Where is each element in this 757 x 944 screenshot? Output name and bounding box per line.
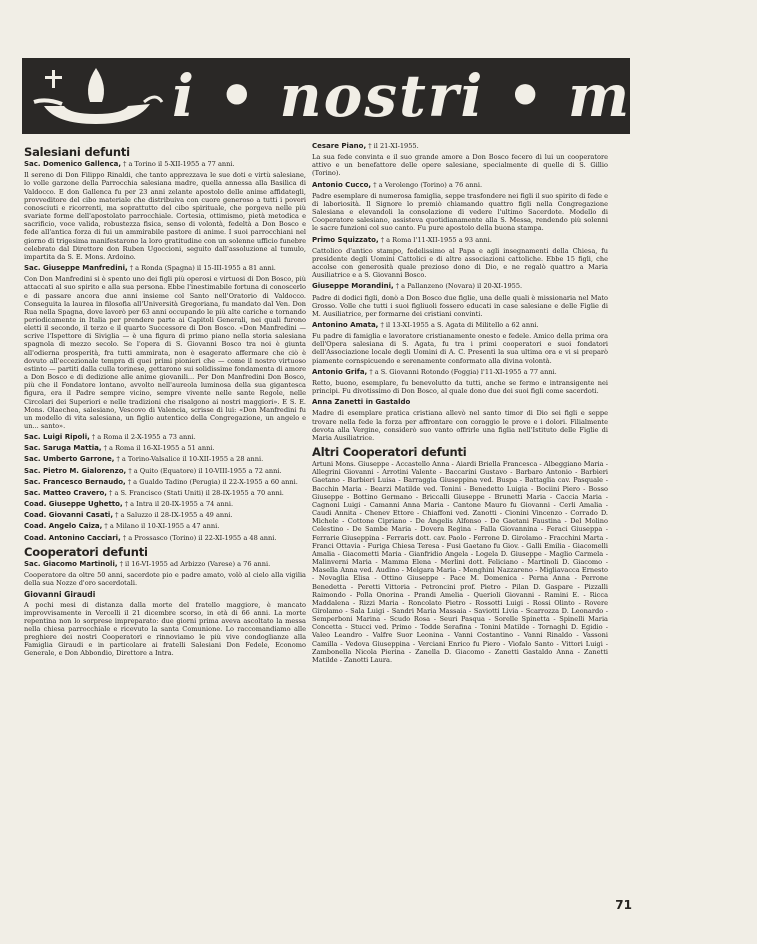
obituary-meta: † a S. Giovanni Rotondo (Foggia) l'11-XI-1955 a 77 anni. — [369, 367, 557, 376]
list-item — [24, 489, 306, 497]
obituary-body: Con Don Manfredini si è spento uno dei figli più operosi e virtuosi di Don Bosco, più attaccati al suo spirito e alla sua persona. Ebbe l'inestimabile fortuna di conoscerlo e di passare ancora due anni insieme col Santo nell'Oratorio di Valdocco. Conseguita la laurea in filosofia all'Università Gregoriana, fu mandato dal Ven. Don Rua nella Spagna, dove lavorò per 63 anni occupando le più alte cariche e tornando periodicamente in Italia per prendere parte ai Capitoli Generali, nei quali furono eletti il secondo, il terzo e il quarto Successore di Don Bosco. «Don Manfredini — scrive l'Ispettore di Siviglia — è una figura di primo piano nella storia salesiana spagnola di mezzo secolo. Se l'opera di S. Giovanni Bosco tra noi è giunta all'odierna prosperità, fra tutti ammirata, non è esagerato affermare che ciò è dovuto all'eccezionale tempra di quei primi pionieri che — come il nostro virtuoso estinto — partiti dalla culla torinese, gettarono sui solidissime fondamenta di amore a Don Bosco e di dedizione alle anime giovanili... Per Don Manfredini Don Bosco, più che il Fondatore lontano, avvolto nell'aureola luminosa della sua gigantesca figura, era il Padre sempre vicino, sempre vivente nelle sante Regole, nelle Circolari dei Superiori e nelle tradizioni che risalgono ai nostri maggiori». E S. E. Mons. Olaechea, salesiano, Vescovo di Valencia, scrisse di lui: «Don Manfredini fu un modello di vita salesiana, un figlio autentico della Congregazione, un angelo e un... santo». — [24, 275, 306, 430]
obituary-body: Padre esemplare di numerosa famiglia, seppe trasfondere nei figli il suo spirito di fede e di laboriosità. Il Signore lo premiò chiamando quattro figli nella Congregazione Salesiana e elevandoli la consolazione di vedere l'ultimo Sacerdote. Modello di Cooperatore salesiano, assisteva quotidianamente alla S. Messa, rendendo più solenni le sacre funzioni col suo canto. Fu pure apostolo della buona stampa. — [312, 191, 608, 233]
obituary-meta: † a Torino-Valsalice il 10-XII-1955 a 28 anni. — [116, 455, 264, 464]
obituary-name: Sac. Francesco Bernaudo, — [24, 477, 126, 486]
obituary-meta: † a Prossasco (Torino) il 22-XI-1955 a 48 anni. — [122, 533, 277, 542]
oil-lamp-icon — [26, 62, 166, 130]
obituary-body: Padre di dodici figli, donò a Don Bosco due figlie, una delle quali è missionaria nel Mato Grosso. Volle che tutti i suoi figliuoli fossero educati in case salesiane e delle Figlie di M. Ausiliatrice, per formarne dei cristiani convinti. — [312, 293, 608, 318]
list-item — [312, 321, 608, 329]
obituary-meta: † a Pallanzeno (Novara) il 20-XI-1955. — [395, 282, 523, 291]
list-item — [312, 236, 608, 244]
obituary-name: Coad. Angelo Caiza, — [24, 522, 103, 531]
obituary-body: A pochi mesi di distanza dalla morte del fratello maggiore, è mancato improvvisamente in Vercelli il 21 dicembre scorso, in età di 66 anni. La morte repentina non lo sorprese impreparato: due giorni prima aveva ascoltato la messa nella chiesa parrocchiale e ricevuto la santa Comunione. Lo raccomandiamo alle preghiere dei nostri Cooperatori e rinnoviamo le più vive condoglianze alla Famiglia Giraudi e in particolare ai fratelli Salesiani Don Fedele, Economo Generale, e Don Abbondio, Direttore a Intra. — [24, 600, 306, 658]
obituary-name: Sac. Saruga Mattia, — [24, 444, 102, 453]
obituary-name: Coad. Giovanni Casati, — [24, 511, 113, 520]
obituary-martinoli — [24, 560, 306, 568]
obituary-body: Fu padre di famiglia e lavoratore cristianamente onesto e fedele. Amico della prima ora dell'Opera salesiana di S. Agata, fu tra i primi cooperatori e suoi fondatori dell'Associazione locale degli Uomini di A. C. Presentì la sua ultima ora e vi si preparò piamente cornspicuendo e serenamente conformato alla divina volontà. — [312, 332, 608, 365]
obituary-name: Sac. Pietro M. Gialorenzo, — [24, 466, 127, 475]
obituary-name: Sac. Domenico Gallenca, — [24, 160, 121, 169]
obituary-meta: † a Roma l'11-XII-1955 a 93 anni. — [380, 235, 492, 244]
cooperatori-heading: Cooperatori defunti — [24, 544, 148, 559]
obituary-name: Antonino Amata, — [312, 320, 379, 329]
obituary-meta: † a Intra il 20-IX-1955 a 74 anni. — [124, 500, 234, 509]
obituary-meta: † a Milano il 10-XI-1955 a 47 anni. — [104, 522, 220, 531]
obituary-meta: † il 16-VI-1955 ad Arbizzo (Varese) a 76 anni. — [119, 559, 271, 568]
obituary-body: Il sereno di Don Filippo Rinaldi, che tanto apprezzava le sue doti e virtù salesiane, lo volle garzone della Parrocchia salesiana madre, quella annessa alla Basilica di Valdocco. E don Gallenca fu per 23 anni zelante apostolo delle anime affidategli, provveditore del cibo materiale che distribuiva con cuore generoso a tutti i poveri conosciuti e ricorrenti, ma soprattutto del cibo spirituale, che porgeva nelle più svariate forme dell'apostolato parrocchiale. Cortesia, ottimismo, pietà metodica e sacrificio, voce valida, robustezza fisica, senso di volontà, fedeltà a Don Bosco e fede all'antica forza di fui un ammirabile pastore di anime. I suoi parrocchiani nel giorno di trigesima manifestarono la loro gratitudine con un solenne ufficio funebre celebrato dal Direttore don Ruben Ugoccioni, seguito dall'assoluzione al tumulo, impartita da S. E. Mons. Ardoino. — [24, 171, 306, 261]
obituary-name: Anna Zanetti in Gastaldo — [312, 398, 411, 407]
header-banner — [22, 58, 757, 134]
banner-title: i • nostri • morti — [172, 62, 757, 130]
list-item — [24, 467, 306, 475]
obituary-name: Coad. Giuseppe Ughetto, — [24, 500, 123, 509]
obituary-name: Giuseppe Morandini, — [312, 282, 394, 291]
obituary-name: Sac. Matteo Cravero, — [24, 488, 107, 497]
obituary-name: Sac. Umberto Garrone, — [24, 455, 115, 464]
list-item — [312, 181, 608, 189]
right-column — [312, 142, 608, 922]
altri-cooperatori-heading: Altri Cooperatori defunti — [312, 445, 467, 459]
obituary-manfredini — [24, 264, 306, 272]
obituary-meta: † a Gualdo Tadino (Perugia) il 22-X-1955 a 60 anni. — [127, 477, 298, 486]
obituary-name: Antonio Cucco, — [312, 180, 372, 189]
obituary-name: Sac. Giacomo Martinoli, — [24, 559, 118, 568]
obituary-name: Sac. Luigi Ripoli, — [24, 433, 90, 442]
obituary-name: Primo Squizzato, — [312, 235, 379, 244]
salesiani-heading: Salesiani defunti — [24, 145, 130, 159]
obituary-meta: † a Saluzzo il 28-IX-1955 a 49 anni. — [115, 511, 233, 520]
obituary-meta: † a Roma il 2-X-1955 a 73 anni. — [91, 433, 196, 442]
list-item — [24, 433, 306, 441]
list-item — [24, 511, 306, 519]
obituary-name: Giovanni Giraudi — [24, 590, 96, 600]
obituary-name: Coad. Antonino Cacciari, — [24, 533, 121, 542]
obituary-meta: † il 13-XI-1955 a S. Agata di Militello a 62 anni. — [380, 320, 539, 329]
obituary-meta: † a Ronda (Spagna) il 15-III-1955 a 81 anni. — [129, 264, 276, 273]
list-item — [312, 398, 608, 406]
list-item — [24, 500, 306, 508]
obituary-meta: † il 21-XI-1955. — [368, 142, 419, 150]
obituary-body: Retto, buono, esemplare, fu benevolutto da tutti, anche se fermo e intransigente nei principi. Fu divotissimo di Don Bosco, al quale dono due dei suoi figli come sacerdoti. — [312, 378, 608, 396]
obituary-body: Cooperatore da oltre 50 anni, sacerdote pio e padre amato, volò al cielo alla vigilia della sua Nozze d'oro sacerdotali. — [24, 571, 306, 588]
list-item — [24, 534, 306, 542]
left-column — [24, 142, 306, 922]
obituary-meta: † a Torino il 5-XII-1955 a 77 anni. — [123, 160, 235, 169]
list-item — [312, 368, 608, 376]
obituary-meta: † a Roma il 16-XI-1955 a 51 anni. — [103, 444, 215, 453]
obituary-gallenca — [24, 160, 306, 168]
obituary-name: Sac. Giuseppe Manfredini, — [24, 264, 128, 273]
obituary-body: La sua fede convinta e il suo grande amore a Don Bosco fecero di lui un cooperatore attivo e un benefattore delle opere salesiane, specialmente di quelle di S. Gillio (Torino). — [312, 153, 608, 178]
obituary-meta: † a S. Francisco (Stati Uniti) il 28-IX-1955 a 70 anni. — [109, 488, 284, 497]
obituary-body: Cattolico d'antico stampo, fedelissimo al Papa e agli insegnamenti della Chiesa, fu presidente degli Uomini Cattolici e di altre associazioni cattoliche. Ebbe 15 figli, che accolse con generosità quale prezioso dono di Dio, e ne regalò quattro a Maria Ausiliatrice e a S. Giovanni Bosco. — [312, 246, 608, 280]
obituary-meta: † a Verolengo (Torino) a 76 anni. — [373, 180, 483, 189]
list-item — [24, 478, 306, 486]
list-item — [24, 522, 306, 530]
list-item — [24, 444, 306, 452]
list-item — [312, 142, 608, 150]
obituary-name: Antonio Grifa, — [312, 367, 368, 376]
obituary-meta: † a Quito (Equatore) il 10-VIII-1955 a 72 anni. — [128, 466, 282, 475]
page-number: 71 — [615, 898, 632, 912]
obituary-body: Madre di esemplare pratica cristiana allevò nel santo timor di Dio sei figli e seppe trovare nella fede la forza per affrontare con coraggio le prove e i dolori. Filialmente devota alla Vergine, considerò suo vanto offrirle una figlia nell'Istituto delle Figlie di Maria Ausiliatrice. — [312, 409, 608, 442]
list-item — [24, 455, 306, 463]
list-item — [312, 282, 608, 290]
obituary-name: Cesare Piano, — [312, 142, 367, 150]
altri-cooperatori-list: Artuni Mons. Giuseppe - Accastello Anna - Aiardi Briella Francesca - Albeggiano Maria - Allegrini Giovanni - Arrotini Valente - Baccarini Gustavo - Barbaro Antonio - Barbieri Gaetano - Barbieri Luisa - Barraggia Giuseppina ved. Buspa - Battaglia cav. Pasquale - Bacchin Maria - Bearzi Matilde ved. Tonini - Benedetto Luigia - Bociini Piero - Bosso Giuseppe - Bottino Germano - Briccalli Giuseppe - Brunetti Maria - Caccia Maria - Cagnoni Luigi - Camanni Anna Maria - Cantone Mauro fu Giovanni - Cerli Amalia - Caudi Annita - Chenev Ettore - Chiaffoni ved. Zanotti - Cionini Vincenzo - Corrado D. Michele - Cottone Cipriano - De Angelis Alfonso - De Gaetani Faustina - Del Molino Celestino - De Sambe Maria - Dovera Regina - Falla Giovannina - Feraci Giuseppa - Ferrarie Giuseppina - Ferraris dott. cav. Paolo - Ferrone D. Girolamo - Fracchini Marta - Franci Ottavia - Furiga Chiesa Teresa - Fusi Gaetano fu Giov. - Galli Emilia - Giacomelli Amalia - Giacometti Maria - Gianfridio Angela - Logela D. Giuseppe - Maglio Carmela - Malinverni Maria - Mamma Elena - Merlini dott. Feliciano - Martinoli D. Giacomo - Masella Anna ved. Audino - Melgara Maria - Menghini Nazzareno - Migliavacca Ernesto - Novaglia Elisa - Ottino Giuseppe - Pace M. Domenica - Perna Anna - Perrone Benedetta - Peretti Vittoria - Petroncini prof. Pietro - Pilan D. Gaspare - Pizzalli Raimondo - Polla Onorina - Prandi Amelia - Querioli Giovanni - Ramini E. - Ricca Maddalena - Rizzi Maria - Roncolato Pietro - Rossotti Luigi - Rossi Olinto - Rovere Girolamo - Sala Luigi - Sandri Maria Massaia - Saviotti Livia - Scarrozza D. Leonardo - Semperboni Marina - Scudo Rosa - Seuri Pasqua - Sorelle Spinetta - Spinelli Maria Concetta - Stucci ved. Primo - Todde Serafina - Tonini Matilde - Tornaghi D. Egidio - Valeo Leandro - Valfre Suor Leonina - Vanni Costantino - Vanni Rinaldo - Vassoni Camilla - Vedova Giuseppina - Verciani Enrico fu Piero - Viofalo Santo - Vittori Luigi - Zambonella Nicola Pierina - Zanella D. Giacomo - Zanetti Gastaldo Anna - Zanetti Matilde - Zanotti Laura. — [312, 460, 608, 664]
